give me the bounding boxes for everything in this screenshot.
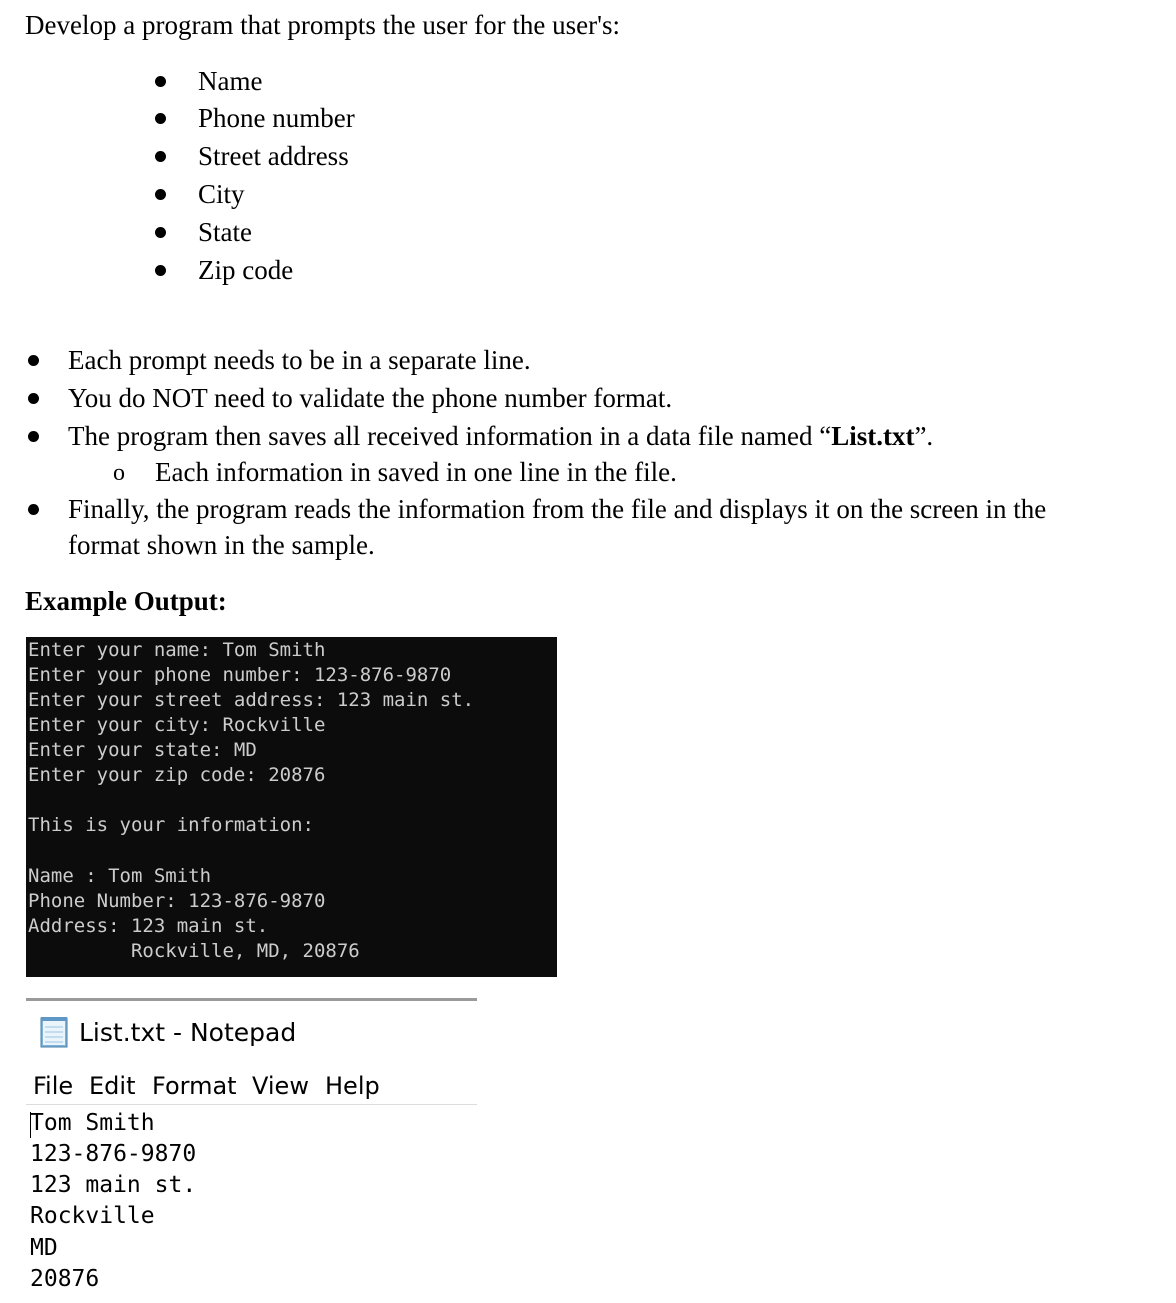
example-heading: Example Output: <box>25 586 227 616</box>
window-border <box>26 998 477 1001</box>
menu-format[interactable]: Format <box>152 1072 237 1100</box>
bullet <box>28 431 39 442</box>
requirement-item: You do NOT need to validate the phone number format. <box>68 383 673 413</box>
prompt-field-item: Phone number <box>198 103 355 133</box>
requirement-item <box>68 423 933 450</box>
prompt-field-item: City <box>198 179 245 209</box>
console-line: Phone Number: 123-876-9870 <box>28 890 326 912</box>
menu-help[interactable]: Help <box>325 1072 380 1100</box>
bullet <box>155 151 166 162</box>
bullet <box>155 76 166 87</box>
console-output <box>26 637 557 977</box>
filename-bold: List.txt <box>831 421 915 451</box>
file-line: Rockville <box>30 1203 155 1229</box>
file-line: 20876 <box>30 1266 100 1292</box>
bullet <box>155 227 166 238</box>
intro-text: Develop a program that prompts the user for the user's: <box>25 10 620 40</box>
console-line: Enter your name: Tom Smith <box>28 639 326 661</box>
file-line: MD <box>30 1235 58 1261</box>
console-line: Enter your street address: 123 main st. <box>28 689 475 711</box>
console-line: Enter your phone number: 123-876-9870 <box>28 664 452 686</box>
requirement-item: Each prompt needs to be in a separate line. <box>68 345 531 375</box>
requirement-item-continued: format shown in the sample. <box>68 530 375 560</box>
bullet <box>28 355 39 366</box>
file-line: 123-876-9870 <box>30 1141 197 1167</box>
prompt-field-item: Zip code <box>198 255 294 285</box>
requirement-item: Finally, the program reads the information from the file and displays it on the screen in the <box>68 494 1047 524</box>
bullet <box>155 189 166 200</box>
console-line: Name : Tom Smith <box>28 865 212 887</box>
prompt-field-item: Street address <box>198 141 349 171</box>
console-line: Address: 123 main st. <box>28 915 269 937</box>
bullet <box>28 393 39 404</box>
sub-bullet-marker: o <box>113 460 125 486</box>
menu-view[interactable]: View <box>252 1072 309 1100</box>
console-line: Enter your state: MD <box>28 739 257 761</box>
menu-file[interactable]: File <box>33 1072 74 1100</box>
notepad-icon <box>38 1015 72 1049</box>
menu-edit[interactable]: Edit <box>89 1072 136 1100</box>
file-line: Tom Smith <box>30 1110 155 1136</box>
prompt-field-item: State <box>198 217 252 247</box>
console-line: Enter your city: Rockville <box>28 714 326 736</box>
bullet <box>155 113 166 124</box>
console-line: Rockville, MD, 20876 <box>28 940 360 962</box>
requirement-text: ”. <box>914 421 934 451</box>
requirement-text: The program then saves all received information in a data file named “ <box>68 421 832 451</box>
prompt-field-item: Name <box>198 66 263 96</box>
console-line: Enter your zip code: 20876 <box>28 764 326 786</box>
console-line: This is your information: <box>28 814 314 836</box>
requirement-subitem: Each information in saved in one line in the file. <box>155 457 677 487</box>
bullet <box>155 265 166 276</box>
bullet <box>28 504 39 515</box>
file-line: 123 main st. <box>30 1172 197 1198</box>
window-title: List.txt - Notepad <box>79 1018 297 1047</box>
menu-divider <box>26 1104 477 1105</box>
